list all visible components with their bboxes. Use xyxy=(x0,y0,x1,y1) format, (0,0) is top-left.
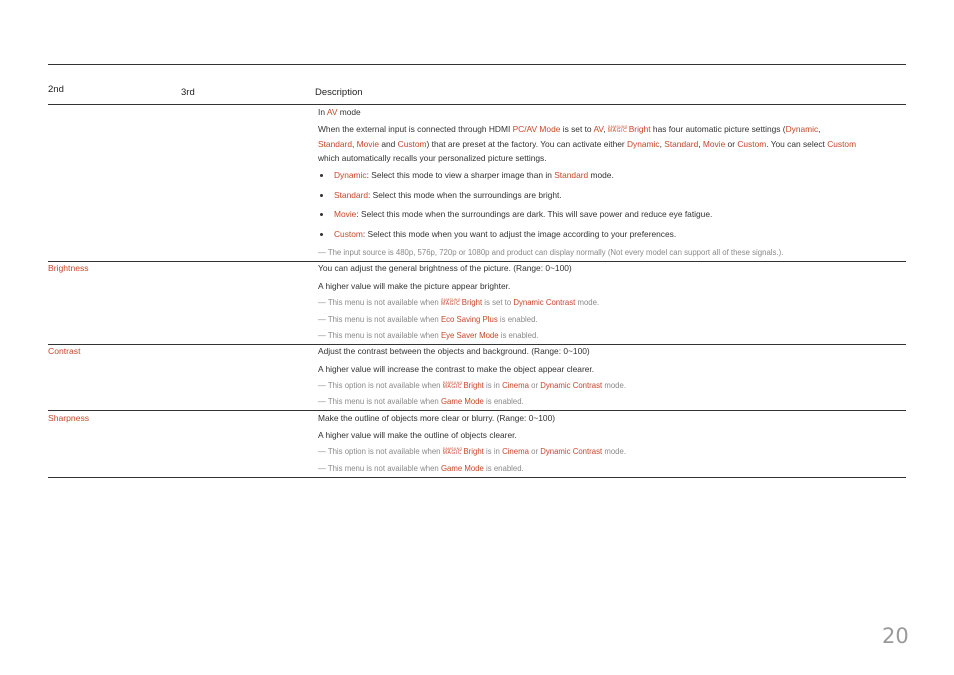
hl-bright: Bright xyxy=(628,124,651,134)
text: , xyxy=(659,139,665,149)
text: mode. xyxy=(588,170,614,180)
text: : Select this mode when the surroundings are bright. xyxy=(368,190,562,200)
text: , xyxy=(603,124,608,134)
hl-game-mode: Game Mode xyxy=(440,397,484,406)
text: ― This menu is not available when xyxy=(318,298,441,307)
hl-bright: Bright xyxy=(461,298,483,307)
text: is set to xyxy=(482,298,514,307)
text: is enabled. xyxy=(498,331,539,340)
text: has four automatic picture settings ( xyxy=(650,124,786,134)
mode-desc-line-1 xyxy=(318,124,820,134)
text: , xyxy=(818,124,821,134)
hl-custom: Custom xyxy=(827,139,857,149)
text: is set to xyxy=(560,124,594,134)
text: ― This menu is not available when xyxy=(318,331,441,340)
sharpness-note-2 xyxy=(318,464,524,473)
text: ) that are preset at the factory. You can activate either xyxy=(426,139,627,149)
row-label-brightness: Brightness xyxy=(48,263,89,273)
hl-standard: Standard xyxy=(318,139,352,149)
hl-movie: Movie xyxy=(356,139,379,149)
samsung-magic-logo: SAMSUNG MAGIC xyxy=(442,380,463,391)
hl-cinema: Cinema xyxy=(502,381,529,390)
text: mode xyxy=(337,107,361,117)
text: : Select this mode to view a sharper image than in xyxy=(366,170,555,180)
text: or xyxy=(528,381,541,390)
hl-eco-saving-plus: Eco Saving Plus xyxy=(440,315,498,324)
hl-movie: Movie xyxy=(702,139,726,149)
hl-dynamic: Dynamic xyxy=(334,170,367,180)
hl-bright: Bright xyxy=(463,447,484,456)
text: In xyxy=(318,107,327,117)
top-rule xyxy=(48,64,906,65)
text: mode. xyxy=(602,447,627,456)
hl-standard: Standard xyxy=(664,139,699,149)
text: or xyxy=(725,139,738,149)
mode-note: ― The input source is 480p, 576p, 720p or 1080p and product can display normally (Not every model can support all of these signals.). xyxy=(318,248,784,257)
sharpness-note-1 xyxy=(318,447,626,456)
bullet-dot xyxy=(320,174,323,177)
contrast-note-2 xyxy=(318,397,524,406)
text: : Select this mode when you want to adjust the image according to your preferences. xyxy=(362,229,677,239)
bullet-standard xyxy=(334,190,562,200)
hl-pcav-mode: PC/AV Mode xyxy=(512,124,561,134)
text: : Select this mode when the surroundings are dark. This will save power and reduce eye fatigue. xyxy=(356,209,713,219)
text: mode. xyxy=(575,298,600,307)
text: . You can select xyxy=(766,139,828,149)
samsung-magic-logo: SAMSUNG MAGIC xyxy=(442,446,463,457)
hl-custom: Custom xyxy=(737,139,767,149)
text: , xyxy=(698,139,703,149)
hl-av: AV xyxy=(593,124,604,134)
text: mode. xyxy=(602,381,627,390)
hl-dynamic-contrast: Dynamic Contrast xyxy=(513,298,576,307)
bullet-dot xyxy=(320,233,323,236)
text: is in xyxy=(483,447,503,456)
row-rule xyxy=(48,410,906,411)
brightness-note-1 xyxy=(318,298,599,307)
row-rule xyxy=(48,261,906,262)
mode-desc-line-2 xyxy=(318,139,856,149)
hl-dynamic: Dynamic xyxy=(785,124,819,134)
bottom-rule xyxy=(48,477,906,478)
hl-standard: Standard xyxy=(554,170,589,180)
bullet-movie xyxy=(334,209,712,219)
text: ― This option is not available when xyxy=(318,381,443,390)
hl-game-mode: Game Mode xyxy=(440,464,484,473)
text: , xyxy=(352,139,357,149)
brightness-desc-2: A higher value will make the picture appear brighter. xyxy=(318,281,511,291)
row-label-sharpness: Sharpness xyxy=(48,413,90,423)
brightness-desc-1: You can adjust the general brightness of the picture. (Range: 0~100) xyxy=(318,263,572,273)
hl-custom: Custom xyxy=(334,229,363,239)
contrast-desc-1: Adjust the contrast between the objects and background. (Range: 0~100) xyxy=(318,346,590,356)
text: is in xyxy=(483,381,503,390)
samsung-magic-logo: SAMSUNG MAGIC xyxy=(607,124,628,135)
column-header-2nd: 2nd xyxy=(48,84,64,95)
column-header-description: Description xyxy=(315,87,363,98)
sharpness-desc-1: Make the outline of objects more clear or blurry. (Range: 0~100) xyxy=(318,413,556,423)
text: ― This menu is not available when xyxy=(318,464,441,473)
contrast-desc-2: A higher value will increase the contrast to make the object appear clearer. xyxy=(318,364,595,374)
hl-standard: Standard xyxy=(334,190,368,200)
mode-desc-line-3: which automatically recalls your personalized picture settings. xyxy=(318,153,547,163)
text: When the external input is connected through HDMI xyxy=(318,124,513,134)
hl-dynamic-contrast: Dynamic Contrast xyxy=(540,447,603,456)
hl-av: AV xyxy=(326,107,338,117)
bullet-custom xyxy=(334,229,676,239)
samsung-magic-logo: SAMSUNG MAGIC xyxy=(440,297,461,308)
text: or xyxy=(528,447,541,456)
row-label-contrast: Contrast xyxy=(48,346,81,356)
hl-dynamic: Dynamic xyxy=(627,139,660,149)
brightness-note-3 xyxy=(318,331,538,340)
mode-intro-line xyxy=(318,107,361,117)
text: and xyxy=(379,139,398,149)
text: is enabled. xyxy=(497,315,538,324)
text: is enabled. xyxy=(483,464,524,473)
header-rule xyxy=(48,104,906,105)
brightness-note-2 xyxy=(318,315,538,324)
column-header-3rd: 3rd xyxy=(181,87,195,98)
text: ― This menu is not available when xyxy=(318,315,441,324)
hl-eye-saver-mode: Eye Saver Mode xyxy=(440,331,499,340)
hl-custom: Custom xyxy=(397,139,427,149)
hl-cinema: Cinema xyxy=(502,447,529,456)
row-rule xyxy=(48,344,906,345)
sharpness-desc-2: A higher value will make the outline of objects clearer. xyxy=(318,430,517,440)
text: is enabled. xyxy=(483,397,524,406)
hl-dynamic-contrast: Dynamic Contrast xyxy=(540,381,603,390)
contrast-note-1 xyxy=(318,381,626,390)
hl-movie: Movie xyxy=(334,209,357,219)
text: ― This menu is not available when xyxy=(318,397,441,406)
bullet-dot xyxy=(320,213,323,216)
hl-bright: Bright xyxy=(463,381,484,390)
bullet-dot xyxy=(320,194,323,197)
text: ― This option is not available when xyxy=(318,447,443,456)
bullet-dynamic xyxy=(334,170,614,180)
page-number: 20 xyxy=(882,624,909,648)
